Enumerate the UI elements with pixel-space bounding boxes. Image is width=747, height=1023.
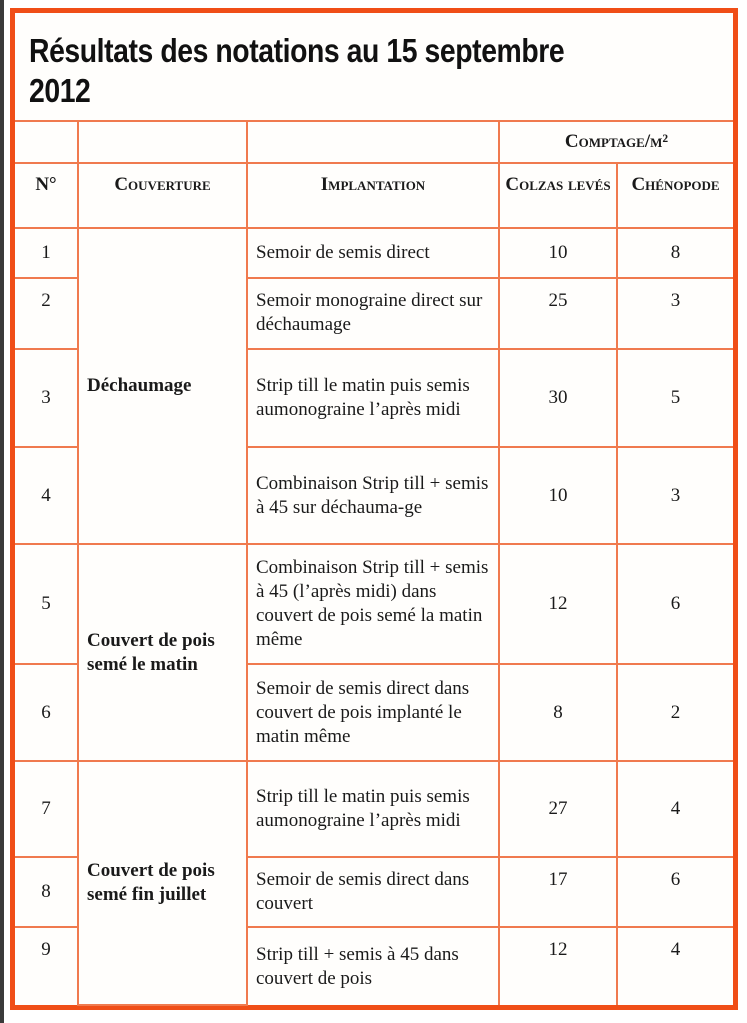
header-colzas: Colzas levés: [499, 163, 617, 228]
header-empty: [15, 121, 78, 163]
results-table: [15, 120, 733, 1006]
header-row: [15, 163, 733, 228]
results-table-panel: [10, 8, 738, 1010]
colzas-cell: 17: [499, 857, 617, 927]
implantation-cell: Strip till le matin puis semis aumonograine l’après midi: [247, 761, 499, 857]
chenopode-cell: 5: [617, 349, 733, 447]
colzas-cell: 10: [499, 447, 617, 544]
header-comptage: Comptage/m²: [499, 121, 733, 163]
table-row: [15, 228, 733, 278]
chenopode-cell: 3: [617, 447, 733, 544]
implantation-cell: Semoir de semis direct dans couvert: [247, 857, 499, 927]
header-empty: [247, 121, 499, 163]
header-row-group: [15, 121, 733, 163]
implantation-cell: Combinaison Strip till + semis à 45 (l’après midi) dans couvert de pois semé la matin même: [247, 544, 499, 664]
implantation-cell: Semoir monograine direct sur déchaumage: [247, 278, 499, 349]
chenopode-cell: 2: [617, 664, 733, 761]
row-number: 5: [15, 544, 78, 664]
colzas-cell: 12: [499, 927, 617, 1005]
couverture-cell: Couvert de pois semé le matin: [78, 544, 247, 761]
colzas-cell: 30: [499, 349, 617, 447]
implantation-cell: Strip till le matin puis semis aumonograine l’après midi: [247, 349, 499, 447]
chenopode-cell: 6: [617, 857, 733, 927]
row-number: 8: [15, 857, 78, 927]
page-title: Résultats des notations au 15 septembre 2012: [29, 32, 565, 109]
implantation-cell: Semoir de semis direct: [247, 228, 499, 278]
colzas-cell: 12: [499, 544, 617, 664]
header-chenopode: Chénopode: [617, 163, 733, 228]
table-row: [15, 544, 733, 664]
chenopode-cell: 6: [617, 544, 733, 664]
couverture-cell: Déchaumage: [78, 228, 247, 544]
implantation-cell: Strip till + semis à 45 dans couvert de pois: [247, 927, 499, 1005]
table-row: [15, 761, 733, 857]
header-n: N°: [15, 163, 78, 228]
implantation-cell: Semoir de semis direct dans couvert de pois implanté le matin même: [247, 664, 499, 761]
header-implantation: Implantation: [247, 163, 499, 228]
row-number: 9: [15, 927, 78, 1005]
chenopode-cell: 4: [617, 927, 733, 1005]
chenopode-cell: 3: [617, 278, 733, 349]
header-couverture: Couverture: [78, 163, 247, 228]
row-number: 3: [15, 349, 78, 447]
row-number: 7: [15, 761, 78, 857]
couverture-cell: Couvert de pois semé fin juillet: [78, 761, 247, 1005]
chenopode-cell: 8: [617, 228, 733, 278]
row-number: 2: [15, 278, 78, 349]
colzas-cell: 8: [499, 664, 617, 761]
implantation-cell: Combinaison Strip till + semis à 45 sur déchauma-ge: [247, 447, 499, 544]
row-number: 4: [15, 447, 78, 544]
row-number: 6: [15, 664, 78, 761]
colzas-cell: 27: [499, 761, 617, 857]
colzas-cell: 25: [499, 278, 617, 349]
colzas-cell: 10: [499, 228, 617, 278]
chenopode-cell: 4: [617, 761, 733, 857]
window-edge: [0, 0, 4, 1023]
header-empty: [78, 121, 247, 163]
row-number: 1: [15, 228, 78, 278]
